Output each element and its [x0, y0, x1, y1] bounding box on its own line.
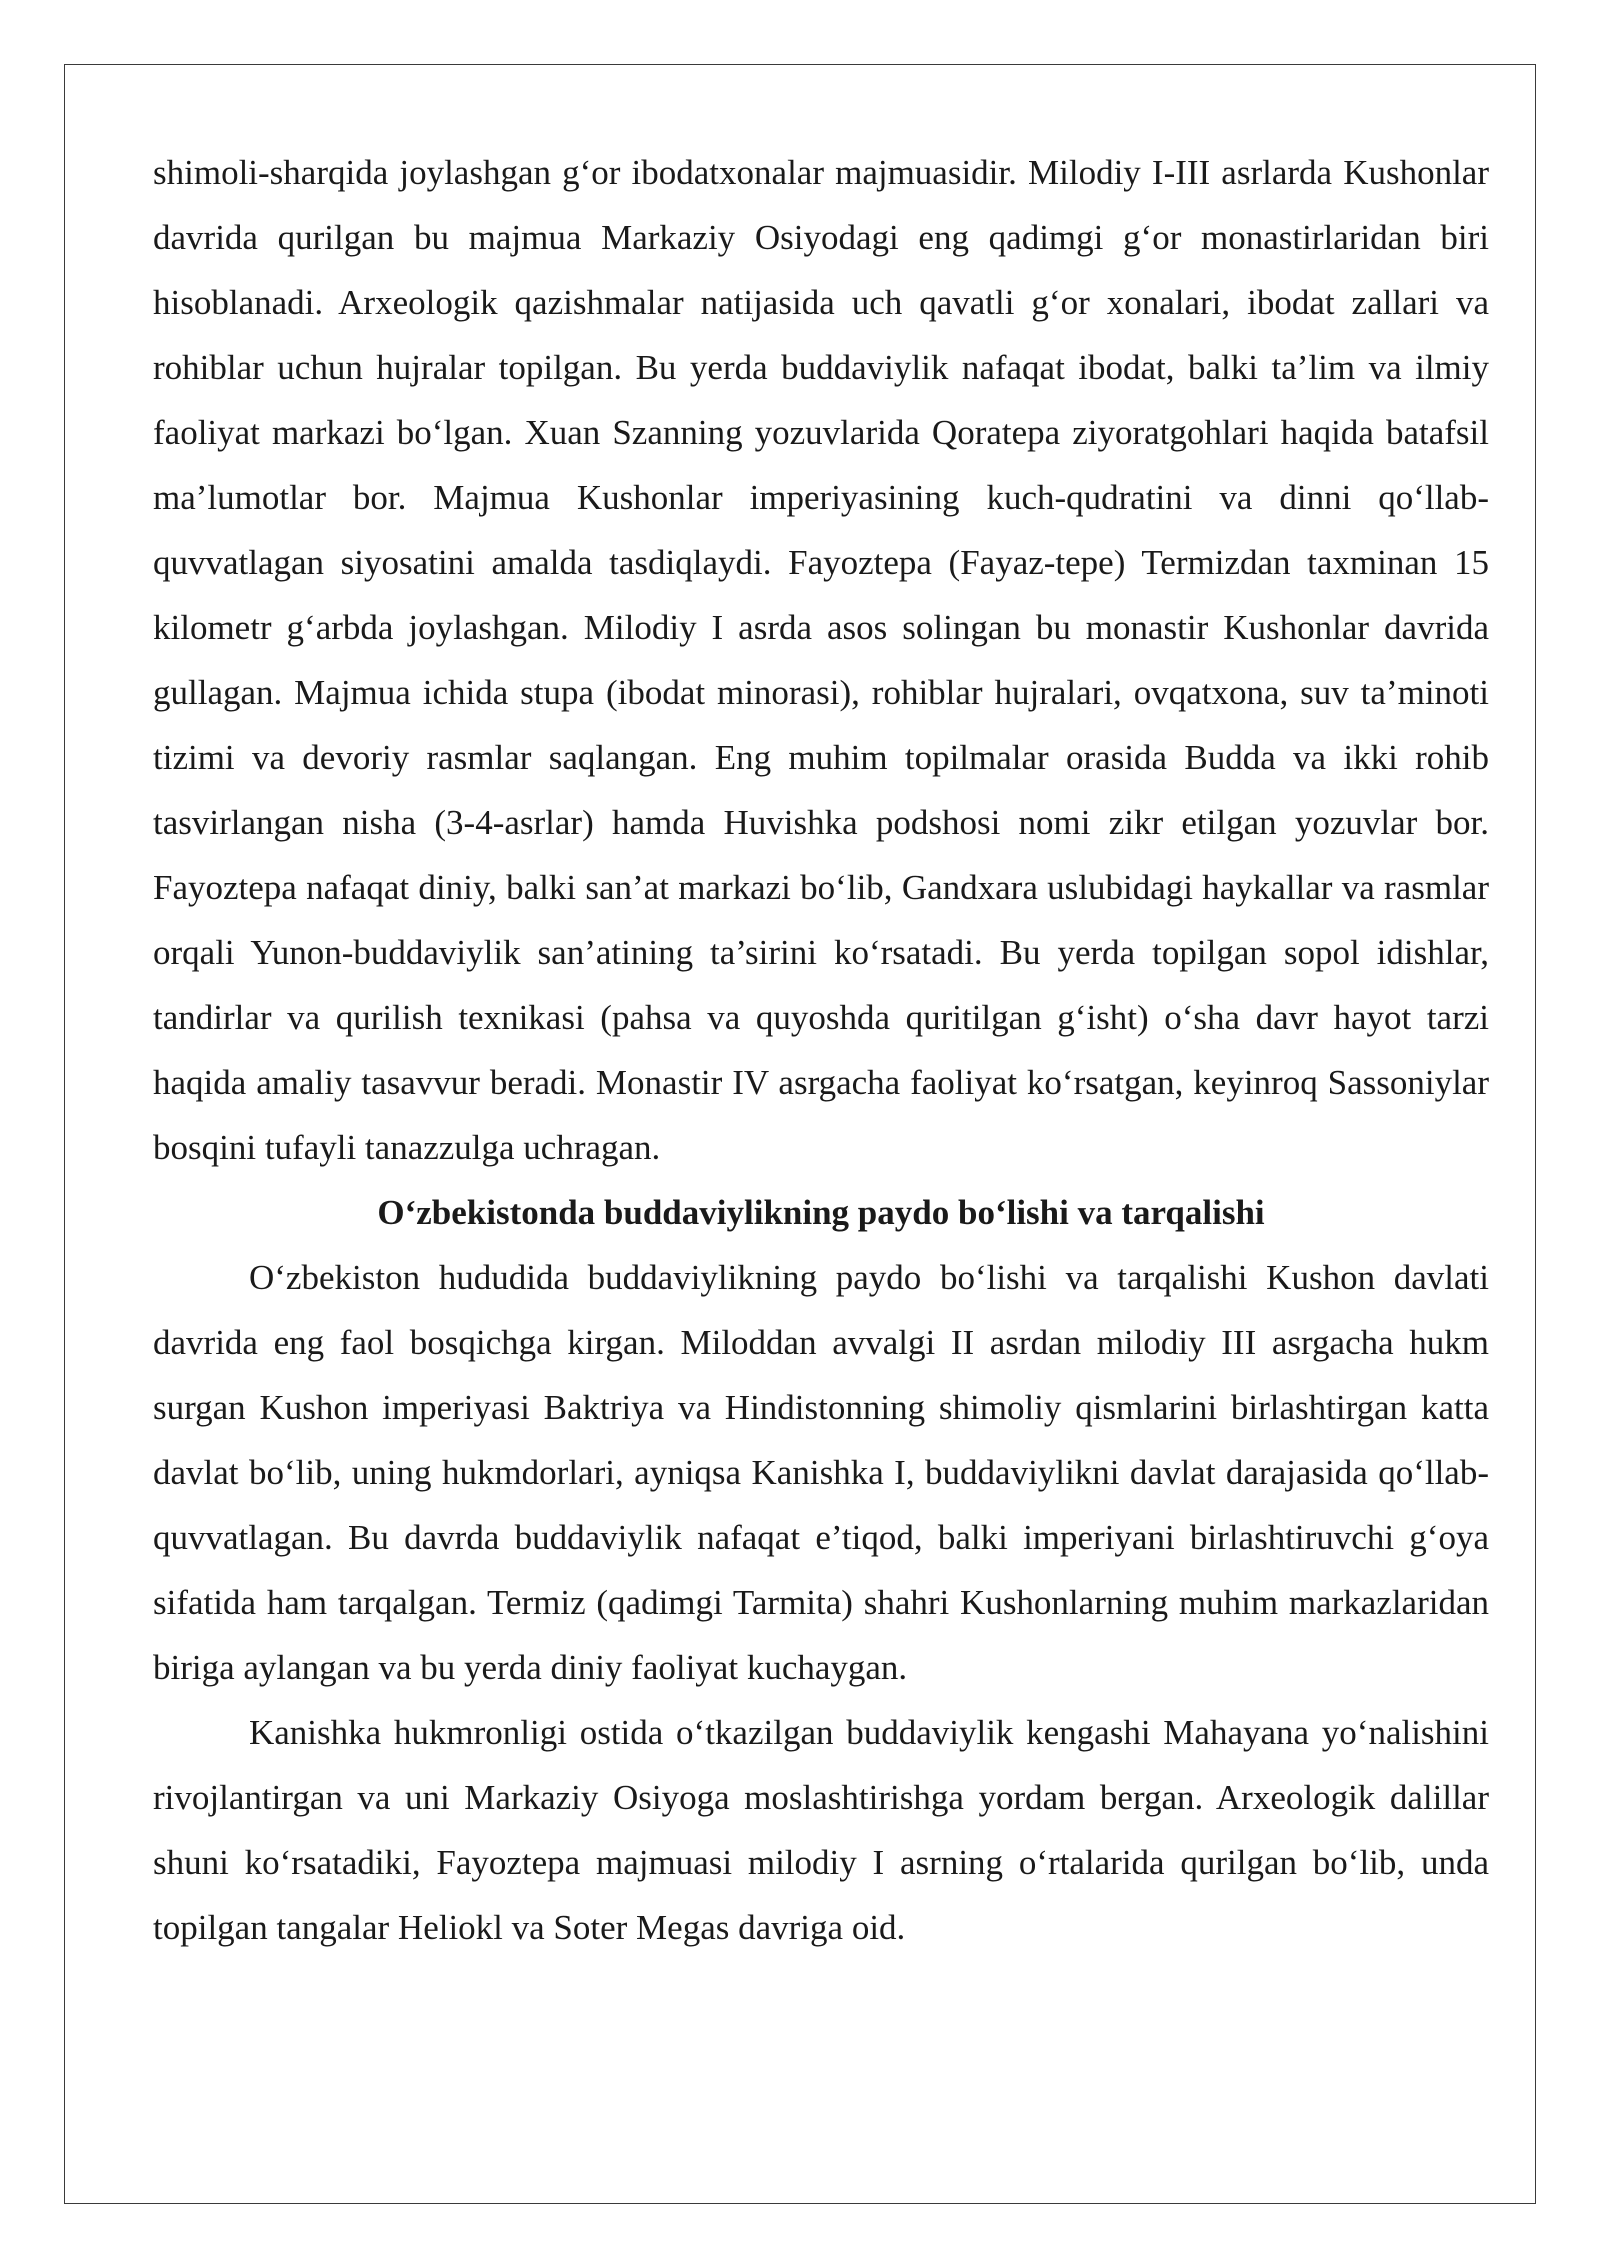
paragraph: O‘zbekiston hududida buddaviylikning paydo bo‘lishi va tarqalishi Kushon davlati davrida eng faol bosqichga kirgan. Miloddan avvalgi II asrdan milodiy III asrgacha hukm surgan Kushon imperiyasi Baktriya va Hindistonning shimoliy qismlarini birlashtirgan katta davlat bo‘lib, uning hukmdorlari, ayniqsa Kanishka I, buddaviylikni davlat darajasida qo‘llab-quvvatlagan. Bu davrda buddaviylik nafaqat e’tiqod, balki imperiyani birlashtiruvchi g‘oya sifatida ham tarqalgan. Termiz (qadimgi Tarmita) shahri Kushonlarning muhim markazlaridan biriga aylangan va bu yerda diniy faoliyat kuchaygan. — [153, 1258, 1489, 1687]
paragraph: Kanishka hukmronligi ostida o‘tkazilgan buddaviylik kengashi Mahayana yo‘nalishini rivojlantirgan va uni Markaziy Osiyoga moslashtirishga yordam bergan. Arxeologik dalillar shuni ko‘rsatadiki, Fayoztepa majmuasi milodiy I asrning o‘rtalarida qurilgan bo‘lib, unda topilgan tangalar Heliokl va Soter Megas davriga oid. — [153, 1713, 1489, 1947]
section-heading: O‘zbekistonda buddaviylikning paydo bo‘lishi va tarqalishi — [377, 1193, 1265, 1232]
paragraph: shimoli-sharqida joylashgan g‘or ibodatxonalar majmuasidir. Milodiy I-III asrlarda Kushonlar davrida qurilgan bu majmua Markaziy Osiyodagi eng qadimgi g‘or monastirlaridan biri hisoblanadi. Arxeologik qazishmalar natijasida uch qavatli g‘or xonalari, ibodat zallari va rohiblar uchun hujralar topilgan. Bu yerda buddaviylik nafaqat ibodat, balki ta’lim va ilmiy faoliyat markazi bo‘lgan. Xuan Szanning yozuvlarida Qoratepa ziyoratgohlari haqida batafsil ma’lumotlar bor. Majmua Kushonlar imperiyasining kuch-qudratini va dinni qo‘llab-quvvatlagan siyosatini amalda tasdiqlaydi. Fayoztepa (Fayaz-tepe) Termizdan taxminan 15 kilometr g‘arbda joylashgan. Milodiy I asrda asos solingan bu monastir Kushonlar davrida gullagan. Majmua ichida stupa (ibodat minorasi), rohiblar hujralari, ovqatxona, suv ta’minoti tizimi va devoriy rasmlar saqlangan. Eng muhim topilmalar orasida Budda va ikki rohib tasvirlangan nisha (3-4-asrlar) hamda Huvishka podshosi nomi zikr etilgan yozuvlar bor. Fayoztepa nafaqat diniy, balki san’at markazi bo‘lib, Gandxara uslubidagi haykallar va rasmlar orqali Yunon-buddaviylik san’atining ta’sirini ko‘rsatadi. Bu yerda topilgan sopol idishlar, tandirlar va qurilish texnikasi (pahsa va quyoshda quritilgan g‘isht) o‘sha davr hayot tarzi haqida amaliy tasavvur beradi. Monastir IV asrgacha faoliyat ko‘rsatgan, keyinroq Sassoniylar bosqini tufayli tanazzulga uchragan. — [153, 153, 1489, 1167]
document-body — [153, 140, 1489, 1960]
